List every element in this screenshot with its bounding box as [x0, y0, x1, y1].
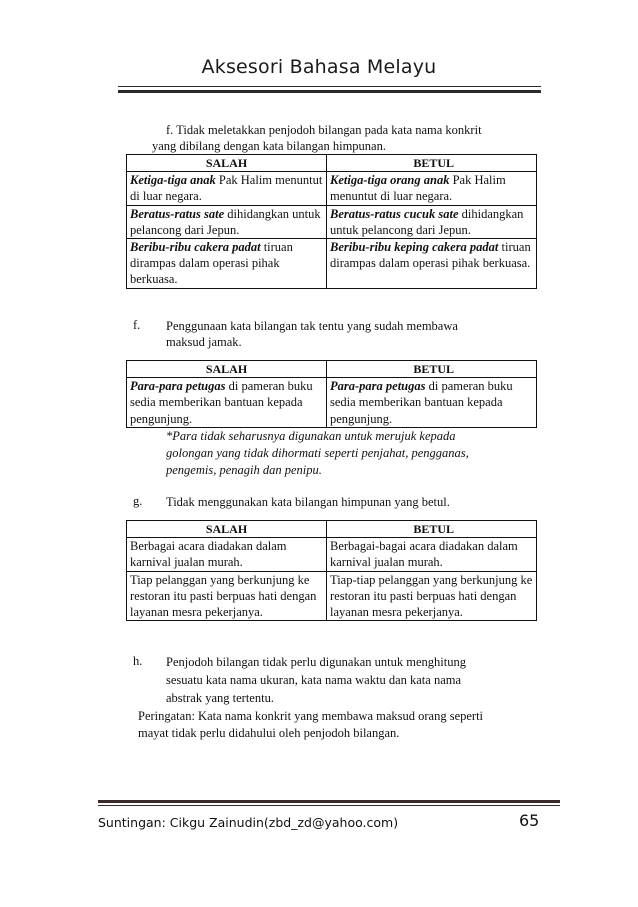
intro-line-2: yang dibilang dengan kata bilangan himpunan. [152, 139, 386, 153]
footer-divider-thin [98, 805, 560, 806]
salah-cell: Berbagai acara diadakan dalam karnival jualan murah. [127, 538, 327, 571]
warning-line-1: Peringatan: Kata nama konkrit yang membawa maksud orang seperti [138, 709, 484, 723]
betul-cell: Berbagai-bagai acara diadakan dalam karnival jualan murah. [327, 538, 537, 571]
comparison-table-1 [126, 154, 537, 289]
section-g-line-1: Tidak menggunakan kata bilangan himpunan yang betul. [166, 495, 450, 509]
footer-divider-thick [98, 800, 560, 803]
table-header-row [127, 155, 537, 172]
header-divider-thick [118, 90, 541, 93]
warning-line-2: mayat tidak perlu didahului oleh penjodoh bilangan. [138, 726, 400, 740]
header-divider-thin [118, 86, 541, 87]
page-header-title: Aksesori Bahasa Melayu [201, 56, 437, 78]
salah-cell: Beratus-ratus sate dihidangkan untuk pelancong dari Jepun. [127, 205, 327, 238]
table-row [127, 239, 537, 289]
table-header-row [127, 361, 537, 378]
salah-cell: Ketiga-tiga anak Pak Halim menuntut di luar negara. [127, 172, 327, 205]
betul-cell: Beratus-ratus cucuk sate dihidangkan untuk pelancong dari Jepun. [327, 205, 537, 238]
salah-cell: Beribu-ribu cakera padat tiruan dirampas dalam operasi pihak berkuasa. [127, 239, 327, 289]
table-header-row [127, 521, 537, 538]
section-f-line-2: maksud jamak. [166, 335, 242, 349]
section-h-line-3: abstrak yang tertentu. [166, 691, 274, 705]
betul-header: BETUL [327, 155, 537, 172]
salah-cell: Tiap pelanggan yang berkunjung ke restoran itu pasti berpuas hati dengan layanan mesra pekerjanya. [127, 571, 327, 621]
betul-cell: Para-para petugas di pameran buku sedia memberikan bantuan kepada pengunjung. [327, 378, 537, 428]
footer-credit: Suntingan: Cikgu Zainudin(zbd_zd@yahoo.com) [98, 815, 399, 830]
table-row [127, 172, 537, 205]
page-number: 65 [519, 811, 540, 830]
intro-line-1: f. Tidak meletakkan penjodoh bilangan pada kata nama konkrit [166, 123, 482, 137]
betul-header: BETUL [327, 361, 537, 378]
comparison-table-2 [126, 360, 537, 428]
betul-header: BETUL [327, 521, 537, 538]
section-h-line-1: Penjodoh bilangan tidak perlu digunakan untuk menghitung [166, 655, 466, 669]
salah-header: SALAH [127, 155, 327, 172]
note-line-1: *Para tidak seharusnya digunakan untuk merujuk kepada [166, 429, 456, 443]
betul-cell: Ketiga-tiga orang anak Pak Halim menuntut di luar negara. [327, 172, 537, 205]
table-row [127, 205, 537, 238]
note-line-3: pengemis, penagih dan penipu. [166, 463, 322, 477]
table-row [127, 571, 537, 621]
section-f-letter: f. [133, 318, 141, 332]
salah-header: SALAH [127, 521, 327, 538]
salah-header: SALAH [127, 361, 327, 378]
section-f-line-1: Penggunaan kata bilangan tak tentu yang sudah membawa [166, 319, 458, 333]
section-g-letter: g. [133, 494, 143, 508]
section-h-letter: h. [133, 654, 143, 668]
table-row [127, 378, 537, 428]
note-line-2: golongan yang tidak dihormati seperti penjahat, pengganas, [166, 446, 469, 460]
betul-cell: Tiap-tiap pelanggan yang berkunjung ke restoran itu pasti berpuas hati dengan layanan mesra pekerjanya. [327, 571, 537, 621]
salah-cell: Para-para petugas di pameran buku sedia memberikan bantuan kepada pengunjung. [127, 378, 327, 428]
section-h-line-2: sesuatu kata nama ukuran, kata nama waktu dan kata nama [166, 673, 462, 687]
table-row [127, 538, 537, 571]
betul-cell: Beribu-ribu keping cakera padat tiruan dirampas dalam operasi pihak berkuasa. [327, 239, 537, 289]
comparison-table-3 [126, 520, 537, 621]
